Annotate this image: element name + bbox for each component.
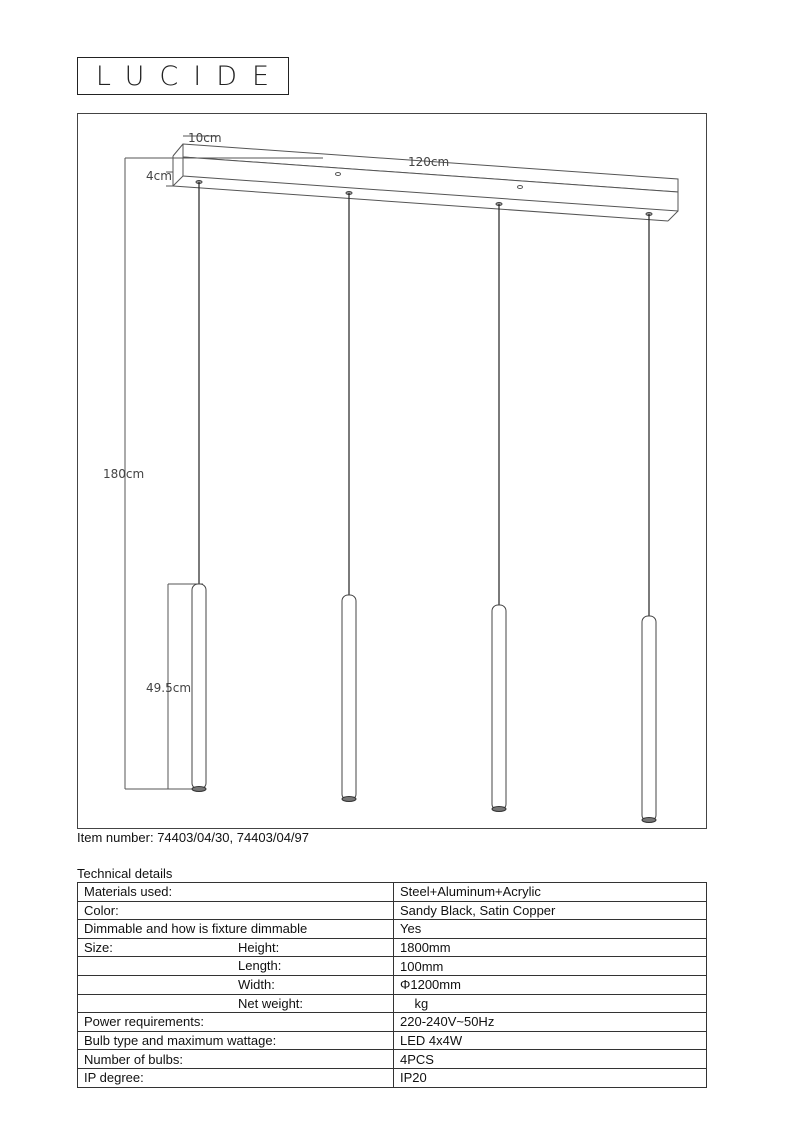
dim-bar-height-label: 4cm [146, 169, 172, 183]
spec-sublabel: Net weight: [238, 995, 304, 1011]
dim-length-label: 120cm [408, 155, 450, 169]
spec-value: LED 4x4W [394, 1031, 707, 1050]
spec-sublabel: Height: [238, 939, 280, 955]
table-row [78, 1068, 707, 1087]
brand-logo: LUCIDE [77, 57, 289, 95]
dim-tube-length-label: 49.5cm [146, 681, 192, 695]
spec-label: Materials used: [84, 884, 173, 900]
spec-sublabel: Length: [238, 958, 282, 974]
table-row [78, 883, 707, 902]
spec-value: IP20 [394, 1068, 707, 1087]
table-row [78, 994, 707, 1013]
table-row [78, 957, 707, 976]
dim-total-height-label: 180cm [103, 467, 145, 481]
spec-value: 4PCS [394, 1050, 707, 1069]
table-row [78, 901, 707, 920]
technical-details-title: Technical details [77, 866, 173, 881]
spec-label: Power requirements: [84, 1014, 204, 1030]
spec-sublabel: Width: [238, 976, 275, 992]
table-row [78, 1050, 707, 1069]
pendant-1 [192, 181, 206, 792]
specs-table [77, 882, 707, 1088]
spec-label: Color: [84, 902, 119, 918]
fixture-drawing-svg [78, 114, 708, 830]
spec-value: Sandy Black, Satin Copper [394, 901, 707, 920]
spec-label: Bulb type and maximum wattage: [84, 1033, 277, 1049]
table-row [78, 938, 707, 957]
spec-value: Φ1200mm [394, 975, 707, 994]
spec-label: Number of bulbs: [84, 1051, 183, 1067]
spec-value: Yes [394, 920, 707, 939]
table-row [78, 920, 707, 939]
spec-label: Size: [84, 940, 113, 956]
spec-value: kg [394, 994, 707, 1013]
spec-value: 220-240V~50Hz [394, 1013, 707, 1032]
item-number: Item number: 74403/04/30, 74403/04/97 [77, 830, 310, 845]
pendant-3 [492, 203, 506, 812]
spec-value: Steel+Aluminum+Acrylic [394, 883, 707, 902]
table-row [78, 1013, 707, 1032]
pendant-2 [342, 192, 356, 802]
pendant-4 [642, 213, 656, 823]
table-row [78, 1031, 707, 1050]
table-row [78, 975, 707, 994]
spec-label: Dimmable and how is fixture dimmable [84, 921, 308, 937]
dim-depth-label: 10cm [188, 131, 222, 145]
spec-value: 1800mm [394, 938, 707, 957]
spec-value: 100mm [394, 957, 707, 976]
spec-label: IP degree: [84, 1070, 144, 1086]
technical-drawing [77, 113, 707, 829]
